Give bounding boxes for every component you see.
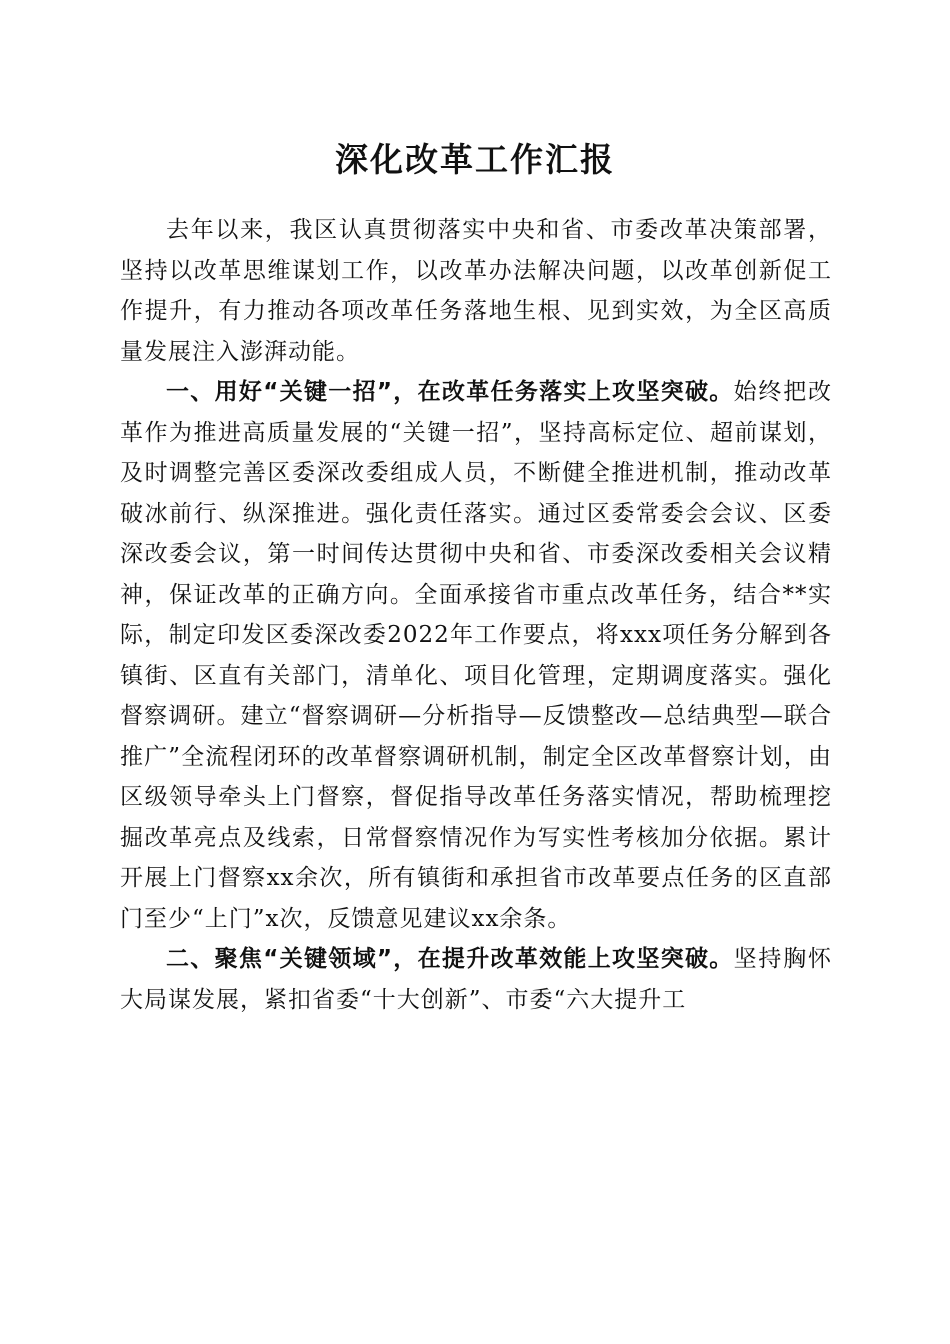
paragraph-section-1	[120, 372, 832, 939]
paragraph-section-2	[120, 939, 832, 1020]
paragraph-text: 坚持胸怀大局谋发展，紧扣省委“十大创新”、市委“六大提升工	[120, 946, 833, 1013]
paragraph-heading: 一、用好“关键一招”，在改革任务落实上攻坚突破。	[166, 379, 734, 405]
paragraph-text: 始终把改革作为推进高质量发展的“关键一招”，坚持高标定位、超前谋划，及时调整完善区委深改委组成人员，不断健全推进机制，推动改革破冰前行、纵深推进。强化责任落实。通过区委常委会会议、区委深改委会议，第一时间传达贯彻中央和省、市委深改委相关会议精神，保证改革的正确方向。全面承接省市重点改革任务，结合**实际，制定印发区委深改委2022年工作要点，将xxx项任务分解到各镇街、区直有关部门，清单化、项目化管理，定期调度落实。强化督察调研。建立“督察调研—分析指导—反馈整改—总结典型—联合推广”全流程闭环的改革督察调研机制，制定全区改革督察计划，由区级领导牵头上门督察，督促指导改革任务落实情况，帮助梳理挖掘改革亮点及线索，日常督察情况作为写实性考核加分依据。累计开展上门督察xx余次，所有镇街和承担省市改革要点任务的区直部门至少“上门”x次，反馈意见建议xx余条。	[120, 379, 833, 932]
paragraph-text: 去年以来，我区认真贯彻落实中央和省、市委改革决策部署，坚持以改革思维谋划工作，以改革办法解决问题，以改革创新促工作提升，有力推动各项改革任务落地生根、见到实效，为全区高质量发展注入澎湃动能。	[120, 217, 832, 365]
paragraph-intro	[120, 210, 832, 372]
paragraph-heading: 二、聚焦“关键领域”，在提升改革效能上攻坚突破。	[166, 946, 734, 972]
document-body	[120, 210, 832, 1020]
document-title: 深化改革工作汇报	[335, 140, 615, 179]
